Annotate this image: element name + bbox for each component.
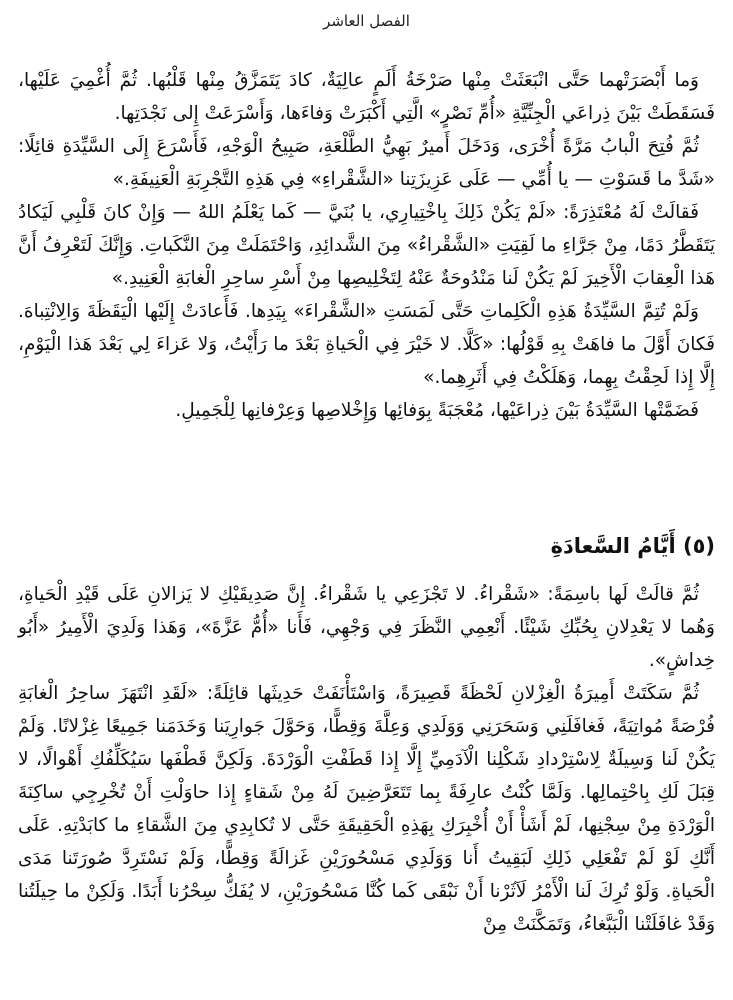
paragraph: وَما أَبْصَرَتْهما حَتَّى انْبَعَثَتْ مِنْها صَرْخَةُ أَلَمٍ عالِيَةٌ، كادَ يَتَمَزَّقُ مِنْها قَلْبُها. ثُمَّ أُغْمِيَ عَلَيْها، فَسَقَطَتْ بَيْنَ ذِراعَي الْجِنِّيَّةِ «أُمِّ نَصْرٍ» الَّتِي أَكْبَرَتْ وَفاءَها، وَأَسْرَعَتْ إِلى نَجْدَتِها. (18, 70, 715, 124)
paragraph: وَلَمْ تُتِمَّ السَّيِّدَةُ هَذِهِ الْكَلِماتِ حَتَّى لَمَسَتِ «الشَّقْراءَ» بِيَدِها. فَأَعادَتْ إِلَيْها الْيَقَظَةَ وَالِانْتِباهَ. فَكانَ أَوَّلَ ما فاهَتْ بِهِ قَوْلُها: «كَلَّا. لا خَيْرَ فِي الْحَياةِ بَعْدَ ما رَأَيْتُ، وَلا عَزاءَ لِي بَعْدَ هَذا الْيَوْمِ، إِلَّا إِذا لَحِقْتُ بِهِما، وَهَلَكْتُ فِي أَثَرِهِما.» (18, 301, 715, 388)
section (18, 528, 715, 941)
running-header: الفصل العاشر (323, 12, 410, 30)
paragraph: ثُمَّ قالَتْ لَها باسِمَةً: «شَقْراءُ. لا تَجْزَعِي يا شَقْراءُ. إِنَّ صَدِيقَيْكِ لا يَزالانِ عَلَى قَيْدِ الْحَياةِ، وَهُما لا يَعْدِلانِ بِحُبِّكِ شَيْئًا. أَنْعِمِي النَّظَرَ فِي وَجْهِي، فَأَنا «أُمُّ عَزَّةَ»، وَهَذا وَلَدِيَ الْأَمِيرُ «أَبُو خِداشٍ». (18, 584, 715, 671)
paragraph: فَقالَتْ لَهُ مُعْتَذِرَةً: «لَمْ يَكُنْ ذَلِكَ بِاخْتِيارِي، يا بُنَيَّ — كَما يَعْلَمُ اللهُ — وَإِنْ كانَ قَلْبِي لَيَكادُ يَتَقَطَّرُ دَمًا، مِنْ جَرَّاءِ ما لَقِيَتِ «الشَّقْراءُ» مِنَ الشَّدائِدِ، وَاحْتَمَلَتْ مِنَ النَّكَباتِ. وَإِنَّكَ لَتَعْرِفُ أَنَّ هَذا الْعِقابَ الْأَخِيرَ لَمْ يَكُنْ لَنا مَنْدُوحَةٌ عَنْهُ لِتَخْلِيصِها مِنْ أَسْرِ ساحِرِ الْغابَةِ الْعَنِيدِ.» (18, 202, 715, 289)
body-text (18, 64, 715, 427)
paragraph: ثُمَّ فُتِحَ الْبابُ مَرَّةً أُخْرَى، وَدَخَلَ أَميرٌ بَهِيُّ الطَّلْعَةِ، صَبِيحُ الْوَجْهِ، فَأَسْرَعَ إِلَى السَّيِّدَةِ قائِلًا: «شَدَّ ما قَسَوْتِ — يا أُمِّي — عَلَى عَزِيزَتِنا «الشَّقْراءِ» فِي هَذِهِ التَّجْرِبَةِ الْعَنِيفَةِ.» (18, 136, 715, 190)
paragraph: فَضَمَّتْها السَّيِّدَةُ بَيْنَ ذِراعَيْها، مُعْجَبَةً بِوَفائِها وَإِخْلاصِها وَعِرْفانِها لِلْجَمِيلِ. (175, 400, 699, 421)
section-heading: (٥) أَيَّامُ السَّعادَةِ (550, 534, 715, 558)
section-text (18, 578, 715, 941)
paragraph: ثُمَّ سَكَتَتْ أَمِيرَةُ الْغِزْلانِ لَحْظَةً قَصِيرَةً، وَاسْتَأْنَفَتْ حَدِيثَها قائِلَةً: «لَقَدِ انْتَهَزَ ساحِرُ الْغابَةِ فُرْصَةً مُواتِيَةً، فَغافَلَنِي وَسَحَرَنِي وَوَلَدِي وَعِلَّةَ وَقِطًّا، وَحَوَّلَ جَوارِيَنا وَخَدَمَنا جَمِيعًا غِزْلانًا. وَلَمْ يَكُنْ لَنا وَسِيلَةٌ لِاسْتِرْدادِ شَكْلِنا الْآدَمِيِّ إِلَّا إِذا قَطَفْتِ الْوَرْدَةَ. وَلَكِنَّ قَطْفَها سَيُكَلِّفُكِ أَهْوالًا، لا قِبَلَ لَكِ بِاحْتِمالِها. وَلَمَّا كُنْتُ عارِفَةً بِما تَتَعَرَّضِينَ لَهُ مِنْ شَقاءٍ إِذا حاوَلْتِ أَنْ تُخْرِجِي ساكِنَةَ الْوَرْدَةِ مِنْ سِجْنِها، لَمْ أَشَأْ أَنْ أُخْبِرَكِ بِهَذِهِ الْحَقِيقَةِ حَتَّى لا تُكابِدِي مِنَ الشَّقاءِ ما كابَدْتِهِ. عَلَى أَنَّكِ لَوْ لَمْ تَفْعَلِي ذَلِكِ لَبَقِيتُ أَنا وَوَلَدِي مَسْحُورَيْنِ غَزالَةً وَقِطًّا، وَلَمْ نَسْتَرِدَّ صُورَتَنا مَدَى الْحَياةِ. وَلَوْ تُرِكَ لَنا الْأَمْرُ لَآثَرْنا أَنْ نَبْقَى كَما كُنَّا مَسْحُورَيْنِ، لا يُفَكُّ سِحْرُنا أَبَدًا. وَلَكِنْ ما حِيلَتُنا وَقَدْ غافَلَتْنا الْبَبَّغاءُ، وَتَمَكَّنَتْ مِنْ (18, 683, 715, 935)
